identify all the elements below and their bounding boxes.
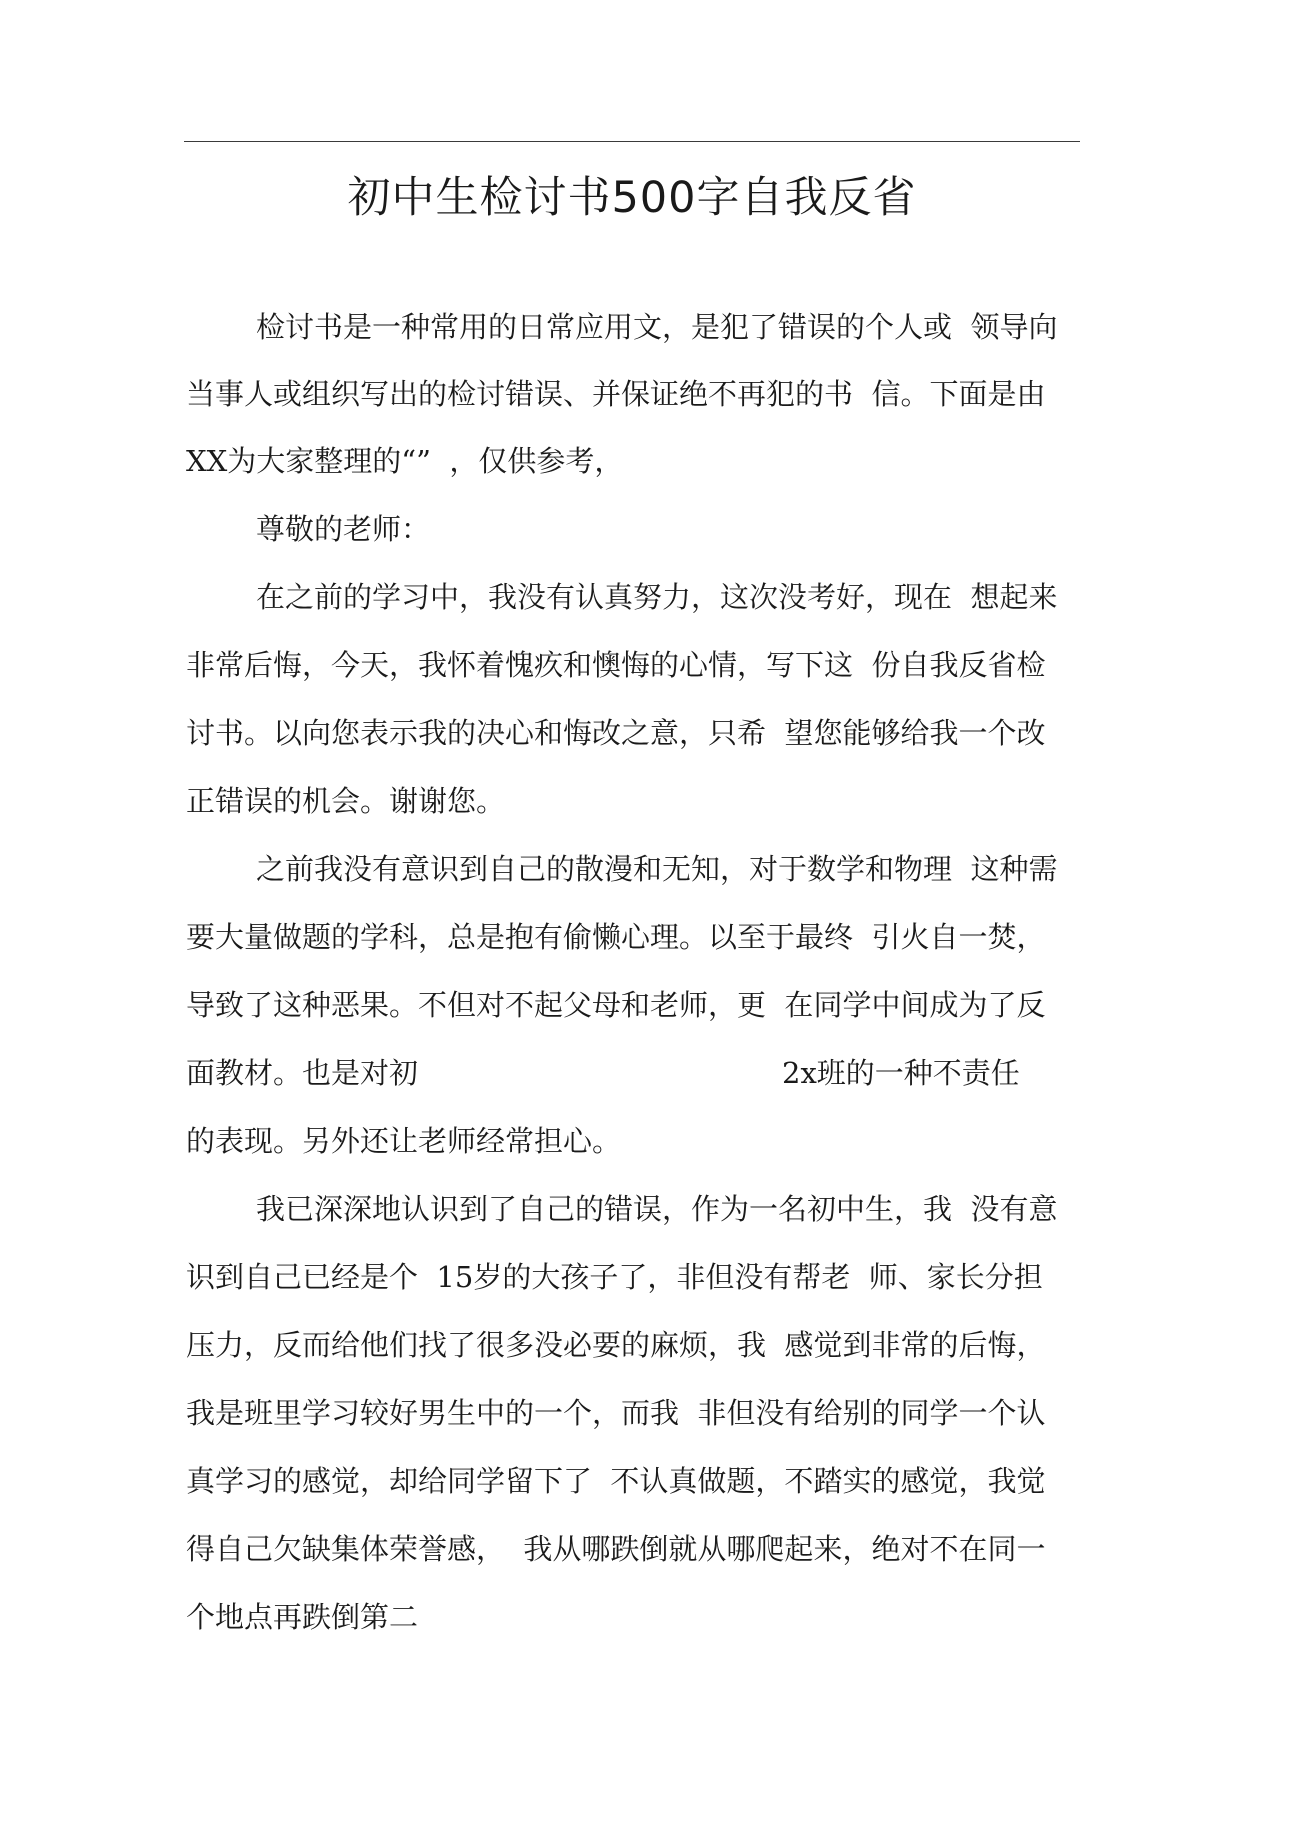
paragraph-line: XX为大家整理的“” ，仅供参考，	[186, 444, 624, 478]
paragraph-line: 要大量做题的学科，总是抱有偷懒心理。以至于最终 引火自一焚，	[186, 920, 1046, 954]
paragraph-line: 个地点再跌倒第二	[186, 1600, 419, 1634]
paragraph-line: 得自己欠缺集体荣誉感， 我从哪跌倒就从哪爬起来，绝对不在同一	[186, 1532, 1046, 1566]
salutation: 尊敬的老师：	[256, 512, 431, 546]
paragraph-line: 压力，反而给他们找了很多没必要的麻烦，我 感觉到非常的后悔，	[186, 1328, 1046, 1362]
paragraph-line: 正错误的机会。谢谢您。	[186, 784, 506, 818]
paragraph-line: 非常后悔，今天，我怀着愧疚和懊悔的心情，写下这 份自我反省检	[186, 648, 1046, 682]
paragraph-line: 的表现。另外还让老师经常担心。	[186, 1124, 622, 1158]
document-title: 初中生检讨书500字自我反省	[347, 173, 917, 223]
paragraph-line: 检讨书是一种常用的日常应用文，是犯了错误的个人或 领导向	[256, 310, 1058, 344]
paragraph-line: 识到自己已经是个 15岁的大孩子了，非但没有帮老 师、家长分担	[186, 1260, 1043, 1294]
header-rule	[184, 141, 1080, 142]
paragraph-line-left: 面教材。也是对初	[186, 1056, 419, 1090]
paragraph-line: 当事人或组织写出的检讨错误、并保证绝不再犯的书 信。下面是由	[186, 377, 1046, 411]
paragraph-line: 真学习的感觉，却给同学留下了 不认真做题，不踏实的感觉，我觉	[186, 1464, 1046, 1498]
paragraph-line: 我已深深地认识到了自己的错误，作为一名初中生，我 没有意	[256, 1192, 1058, 1226]
paragraph-line-right: 2x班的一种不责任	[782, 1056, 1020, 1090]
paragraph-line: 导致了这种恶果。不但对不起父母和老师，更 在同学中间成为了反	[186, 988, 1046, 1022]
paragraph-line: 讨书。以向您表示我的决心和悔改之意，只希 望您能够给我一个改	[186, 716, 1046, 750]
paragraph-line: 我是班里学习较好男生中的一个，而我 非但没有给别的同学一个认	[186, 1396, 1046, 1430]
paragraph-line: 在之前的学习中，我没有认真努力，这次没考好，现在 想起来	[256, 580, 1058, 614]
paragraph-line: 之前我没有意识到自己的散漫和无知，对于数学和物理 这种需	[256, 852, 1058, 886]
